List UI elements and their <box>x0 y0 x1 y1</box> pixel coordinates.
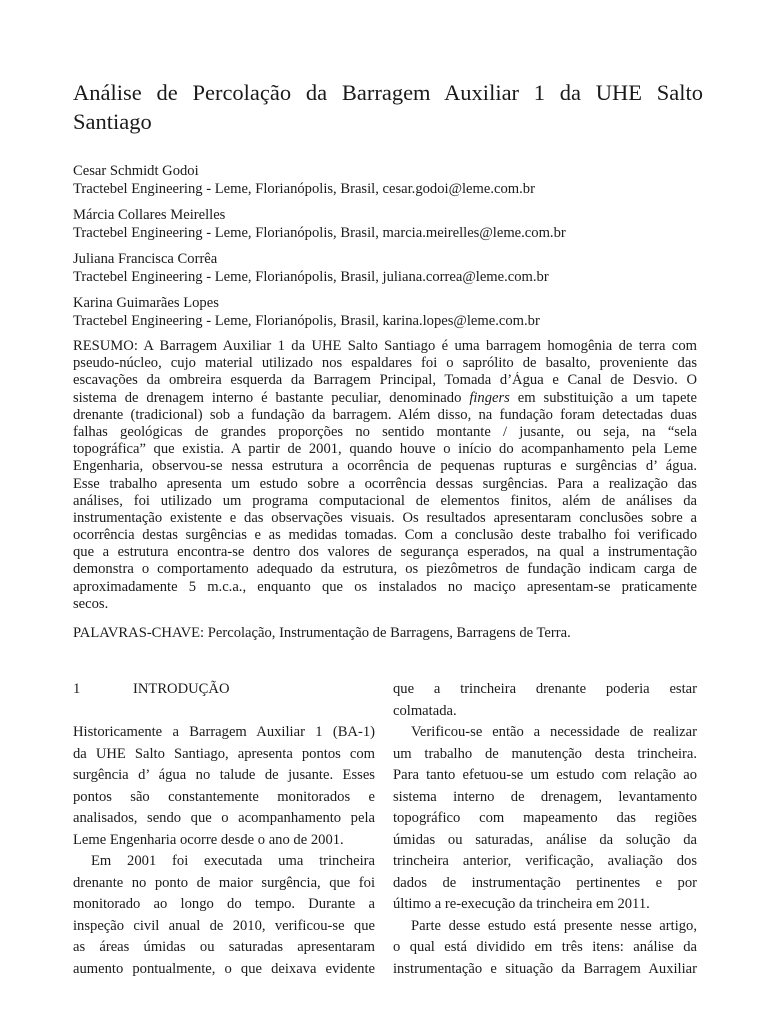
text-line: Leme Engenharia ocorre desde o ano de 2001. <box>73 831 344 848</box>
author <box>73 206 713 242</box>
text-line: drenante (tradicional) sob a fundação da barragem. Além disso, na fundação foram detectadas duas <box>73 406 697 423</box>
text-line: demonstra o comportamento adequado da estrutura, os piezômetros de fundação indicam carga de <box>73 561 697 578</box>
text-line: topográfica” que existia. A partir de 2001, quando houve o início do acompanhamento pela Leme <box>73 441 697 458</box>
text-line: um trabalho de manutenção desta trincheira. <box>393 745 697 762</box>
abstract <box>73 338 697 613</box>
text-line: pseudo-núcleo, cujo material utilizado nos espaldares foi o saprólito de basalto, proveniente das <box>73 355 697 372</box>
text-line: aproximadamente 5 m.c.a., enquanto que os instalados no maciço apresentam-se praticamente <box>73 578 697 595</box>
author-affiliation: Tractebel Engineering - Leme, Florianópolis, Brasil, karina.lopes@leme.com.br <box>73 313 540 329</box>
author <box>73 294 713 330</box>
text-line: pontos são constantemente monitorados e <box>73 788 375 805</box>
text-line: instrumentação e situação da Barragem Auxiliar <box>393 960 697 977</box>
text-line: o qual está dividido em três itens: análise da <box>393 939 697 955</box>
text-line: trincheira anterior, verificação, avaliação dos <box>393 853 697 869</box>
author-affiliation: Tractebel Engineering - Leme, Florianópolis, Brasil, cesar.godoi@leme.com.br <box>73 181 535 197</box>
text-line: último a re-execução da trincheira em 2011. <box>393 896 650 912</box>
text-line: analisados, sendo que o acompanhamento pela <box>73 810 375 826</box>
text-line: que a estrutura encontra-se dentro dos valores de segurança esperados, na qual a instrumentação <box>73 544 697 561</box>
text-line: Em 2001 foi executada uma trincheira <box>91 853 375 869</box>
left-column <box>73 679 375 980</box>
text-line: secos. <box>73 595 109 612</box>
author-name: Márcia Collares Meirelles <box>73 207 226 223</box>
text-line: surgência d’ água no talude de jusante. Esses <box>73 767 375 783</box>
author <box>73 250 713 286</box>
text-line: Esse trabalho apresenta um estudo sobre a ocorrência dessas surgências. Para a realização das <box>73 475 697 492</box>
author-affiliation: Tractebel Engineering - Leme, Florianópolis, Brasil, marcia.meirelles@leme.com.br <box>73 225 566 241</box>
author-list <box>73 162 713 338</box>
section-number: 1 <box>73 681 81 697</box>
section-title: INTRODUÇÃO <box>133 681 230 697</box>
text-line: sistema de drenagem interno é bastante peculiar, denominado fingers em substituição a um tapete <box>73 389 697 406</box>
paper-title: Análise de Percolação da Barragem Auxiliar 1 da UHE Salto Santiago <box>73 80 703 134</box>
text-line: úmidas ou saturadas, análise da solução da <box>393 831 697 848</box>
right-column <box>393 679 697 980</box>
text-line: análises, foi utilizado um programa computacional de elementos finitos, além de análises da <box>73 492 697 509</box>
text-line: escavações da ombreira esquerda da Barragem Principal, Tomada d’Água e Canal de Desvio. O <box>73 372 697 389</box>
keywords: PALAVRAS-CHAVE: Percolação, Instrumentação de Barragens, Barragens de Terra. <box>73 625 571 641</box>
text-line: Historicamente a Barragem Auxiliar 1 (BA-1) <box>73 724 375 740</box>
text-line: instrumentação existente e das observações visuais. Os resultados apresentaram conclusões sobre a <box>73 509 697 526</box>
author-affiliation: Tractebel Engineering - Leme, Florianópolis, Brasil, juliana.correa@leme.com.br <box>73 269 549 285</box>
author <box>73 162 713 198</box>
text-line: monitorado ao longo do tempo. Durante a <box>73 896 375 912</box>
text-line: dados de instrumentação pertinentes e por <box>393 874 697 891</box>
text-line: colmatada. <box>393 702 457 719</box>
text-line: Engenharia, observou-se nessa estrutura a ocorrência de pequenas rupturas e surgências d’ água. <box>73 458 697 475</box>
text-line: que a trincheira drenante poderia estar <box>393 681 697 697</box>
section-heading <box>73 679 375 701</box>
author-name: Juliana Francisca Corrêa <box>73 251 218 267</box>
text-line: as áreas úmidas ou saturadas apresentaram <box>73 939 375 955</box>
text-line: topográfico com mapeamento das regiões <box>393 810 697 826</box>
text-line: drenante no ponto de maior surgência, que foi <box>73 874 375 891</box>
author-name: Karina Guimarães Lopes <box>73 295 219 311</box>
text-line: Verificou-se então a necessidade de realizar <box>411 724 697 740</box>
text-line: da UHE Salto Santiago, apresenta pontos com <box>73 745 375 762</box>
text-line: inspeção civil anual de 2010, verificou-se que <box>73 917 375 934</box>
text-line: Parte desse estudo está presente nesse artigo, <box>411 917 697 934</box>
text-line: Para tanto efetuou-se um estudo com relação ao <box>393 767 697 783</box>
text-line: falhas geológicas de grandes proporções no sentido montante / jusante, ou seja, na “sela <box>73 423 697 440</box>
text-line: RESUMO: A Barragem Auxiliar 1 da UHE Salto Santiago é uma barragem homogênia de terra com <box>73 338 697 354</box>
text-line: aumento pontualmente, o que deixava evidente <box>73 960 375 977</box>
text-line: sistema interno de drenagem, levantamento <box>393 788 697 805</box>
text-line: ocorrência destas surgências e as medidas tomadas. Com a conclusão deste trabalho foi verificado <box>73 527 697 544</box>
author-name: Cesar Schmidt Godoi <box>73 163 199 179</box>
